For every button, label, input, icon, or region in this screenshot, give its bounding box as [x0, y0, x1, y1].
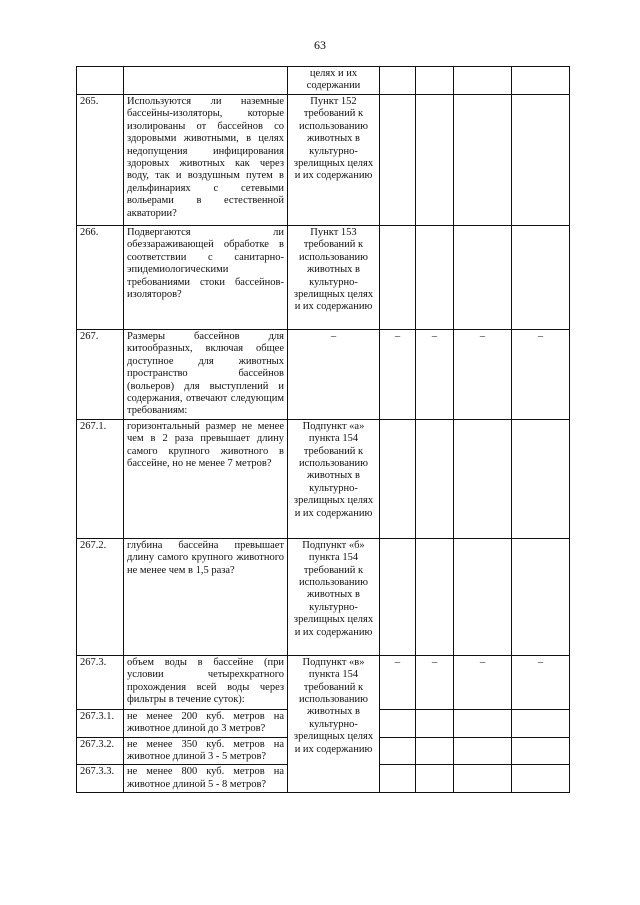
answer-cell-no: – — [416, 330, 454, 420]
reference-cell: Пункт 153 требований к использованию животных в культурно-зрелищных целях и их содержанию — [288, 226, 380, 330]
answer-cell-yes[interactable] — [380, 67, 416, 95]
page-number: 63 — [314, 38, 326, 52]
row-number: 266. — [77, 226, 124, 330]
reference-cell: целях и их содержании — [288, 67, 380, 95]
answer-cell-na[interactable] — [454, 538, 512, 655]
answer-cell-yes: – — [380, 330, 416, 420]
answer-cell-yes[interactable] — [380, 419, 416, 538]
answer-cell-note[interactable] — [512, 226, 570, 330]
answer-cell-yes[interactable] — [380, 737, 416, 765]
answer-cell-no[interactable] — [416, 95, 454, 226]
table-row — [77, 330, 570, 420]
table-row — [77, 538, 570, 655]
answer-cell-yes[interactable] — [380, 226, 416, 330]
row-number: 267. — [77, 330, 124, 420]
answer-cell-na[interactable] — [454, 419, 512, 538]
answer-cell-note[interactable] — [512, 538, 570, 655]
reference-cell: Подпункт «б» пункта 154 требований к использованию животных в культурно-зрелищных целях и их содержанию — [288, 538, 380, 655]
question-cell: не менее 350 куб. метров на животное длиной 3 - 5 метров? — [124, 737, 288, 765]
table-row — [77, 67, 570, 95]
answer-cell-no: – — [416, 655, 454, 709]
answer-cell-na: – — [454, 330, 512, 420]
reference-cell: Подпункт «а» пункта 154 требований к использованию животных в культурно-зрелищных целях и их содержанию — [288, 419, 380, 538]
question-cell: не менее 800 куб. метров на животное длиной 5 - 8 метров? — [124, 765, 288, 793]
answer-cell-yes: – — [380, 655, 416, 709]
answer-cell-na: – — [454, 655, 512, 709]
answer-cell-yes[interactable] — [380, 538, 416, 655]
reference-cell: Пункт 152 требований к использованию животных в культурно-зрелищных целях и их содержанию — [288, 95, 380, 226]
answer-cell-note[interactable] — [512, 765, 570, 793]
answer-cell-na[interactable] — [454, 765, 512, 793]
answer-cell-note[interactable] — [512, 737, 570, 765]
answer-cell-note: – — [512, 655, 570, 709]
question-cell — [124, 67, 288, 95]
question-cell: Используются ли наземные бассейны-изоляторы, которые изолированы от бассейнов со здоровыми животными, в целях недопущения инфицирования здоровых животных как через воду, так и воздушным путем в дельфинариях с сетевыми вольерами в естественной акватории? — [124, 95, 288, 226]
answer-cell-note[interactable] — [512, 709, 570, 737]
question-cell: глубина бассейна превышает длину самого крупного животного не менее чем в 1,5 раза? — [124, 538, 288, 655]
answer-cell-na[interactable] — [454, 95, 512, 226]
reference-cell: Подпункт «в» пункта 154 требований к использованию животных в культурно-зрелищных целях и их содержанию — [288, 655, 380, 792]
answer-cell-no[interactable] — [416, 67, 454, 95]
row-number: 267.3.2. — [77, 737, 124, 765]
answer-cell-no[interactable] — [416, 226, 454, 330]
answer-cell-note[interactable] — [512, 419, 570, 538]
row-number — [77, 67, 124, 95]
question-cell: Подвергаются ли обеззараживающей обработке в соответствии с санитарно-эпидемиологическими требованиями стоки бассейнов-изоляторов? — [124, 226, 288, 330]
question-cell: объем воды в бассейне (при условии четырехкратного прохождения всей воды через фильтры в течение суток): — [124, 655, 288, 709]
reference-cell: – — [288, 330, 380, 420]
row-number: 267.3.1. — [77, 709, 124, 737]
row-number: 267.3. — [77, 655, 124, 709]
table-row — [77, 419, 570, 538]
question-cell: Размеры бассейнов для китообразных, включая общее доступное для животных пространство бассейнов (вольеров) для выступлений и содержания, отвечают следующим требованиям: — [124, 330, 288, 420]
answer-cell-yes[interactable] — [380, 95, 416, 226]
answer-cell-no[interactable] — [416, 538, 454, 655]
answer-cell-na[interactable] — [454, 226, 512, 330]
answer-cell-na[interactable] — [454, 709, 512, 737]
table-row — [77, 226, 570, 330]
answer-cell-note: – — [512, 330, 570, 420]
row-number: 267.1. — [77, 419, 124, 538]
answer-cell-yes[interactable] — [380, 709, 416, 737]
answer-cell-no[interactable] — [416, 419, 454, 538]
answer-cell-yes[interactable] — [380, 765, 416, 793]
answer-cell-note[interactable] — [512, 67, 570, 95]
row-number: 267.2. — [77, 538, 124, 655]
answer-cell-no[interactable] — [416, 765, 454, 793]
answer-cell-no[interactable] — [416, 737, 454, 765]
checklist-table — [76, 66, 570, 793]
row-number: 267.3.3. — [77, 765, 124, 793]
question-cell: не менее 200 куб. метров на животное длиной до 3 метров? — [124, 709, 288, 737]
row-number: 265. — [77, 95, 124, 226]
answer-cell-no[interactable] — [416, 709, 454, 737]
answer-cell-na[interactable] — [454, 67, 512, 95]
answer-cell-note[interactable] — [512, 95, 570, 226]
answer-cell-na[interactable] — [454, 737, 512, 765]
table-row — [77, 655, 570, 709]
table-row — [77, 95, 570, 226]
question-cell: горизонтальный размер не менее чем в 2 раза превышает длину самого крупного животного в бассейне, но не менее 7 метров? — [124, 419, 288, 538]
